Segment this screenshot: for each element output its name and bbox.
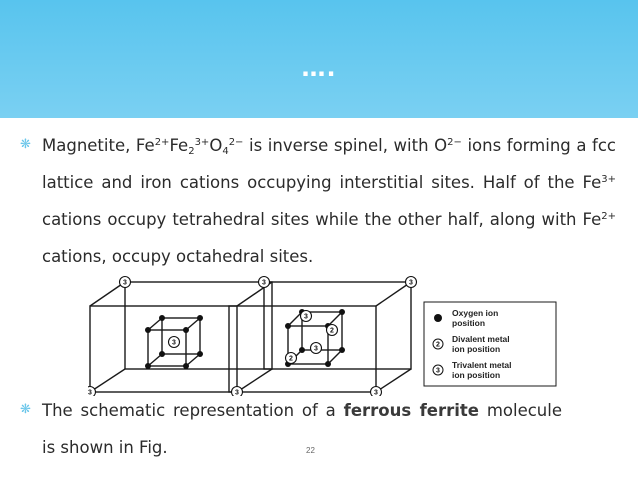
trivalent-ion-label: 3	[123, 279, 127, 287]
legend-divalent-line1: Divalent metal	[452, 334, 510, 344]
figure-legend	[424, 302, 556, 386]
page-title: ….	[301, 54, 337, 82]
legend-divalent-line2: ion position	[452, 344, 501, 354]
paragraph-magnetite: Magnetite, $Fe^{2+}Fe_2^{3+}O_4^{2-}$ is inverse spinel, with $O^{2-}$ ions forming a fcc lattice and iron cations occupying interstitial sites. Half of the $Fe^{3+}$ cations occupy tetrahedral sites while the other half, along with $Fe^{2+}$ cations, occupy octahedral sites.	[42, 136, 616, 266]
paragraph-schematic: The schematic representation of a ferrous ferrite molecule is shown in Fig.	[42, 401, 562, 457]
trivalent-ion-label: 3	[88, 389, 92, 396]
ferrite-lattice-figure	[88, 268, 558, 396]
oxygen-marker-icon	[434, 314, 442, 322]
trivalent-ion-label: 3	[235, 389, 239, 396]
divalent-ion-label: 2	[330, 327, 334, 335]
divalent-ion-label: 2	[289, 355, 293, 363]
bold-term: ferrous ferrite	[343, 401, 479, 420]
trivalent-ion-label: 3	[409, 279, 413, 287]
trivalent-ion-label: 3	[374, 389, 378, 396]
legend-trivalent-line2: ion position	[452, 370, 501, 380]
legend-oxygen-line1: Oxygen ion	[452, 308, 499, 318]
legend-trivalent-line1: Trivalent metal	[452, 360, 512, 370]
trivalent-ion-label: 3	[262, 279, 266, 287]
slide-number: 22	[306, 446, 315, 455]
legend-trivalent-marker: 3	[436, 367, 440, 375]
trivalent-ion-label: 3	[304, 313, 308, 321]
trivalent-ion-label: 3	[172, 339, 176, 347]
bullet-icon: ❋	[20, 137, 31, 152]
legend-divalent-marker: 2	[436, 341, 440, 349]
trivalent-ion-label: 3	[314, 345, 318, 353]
bullet-icon: ❋	[20, 402, 31, 417]
legend-oxygen-line2: position	[452, 318, 486, 328]
